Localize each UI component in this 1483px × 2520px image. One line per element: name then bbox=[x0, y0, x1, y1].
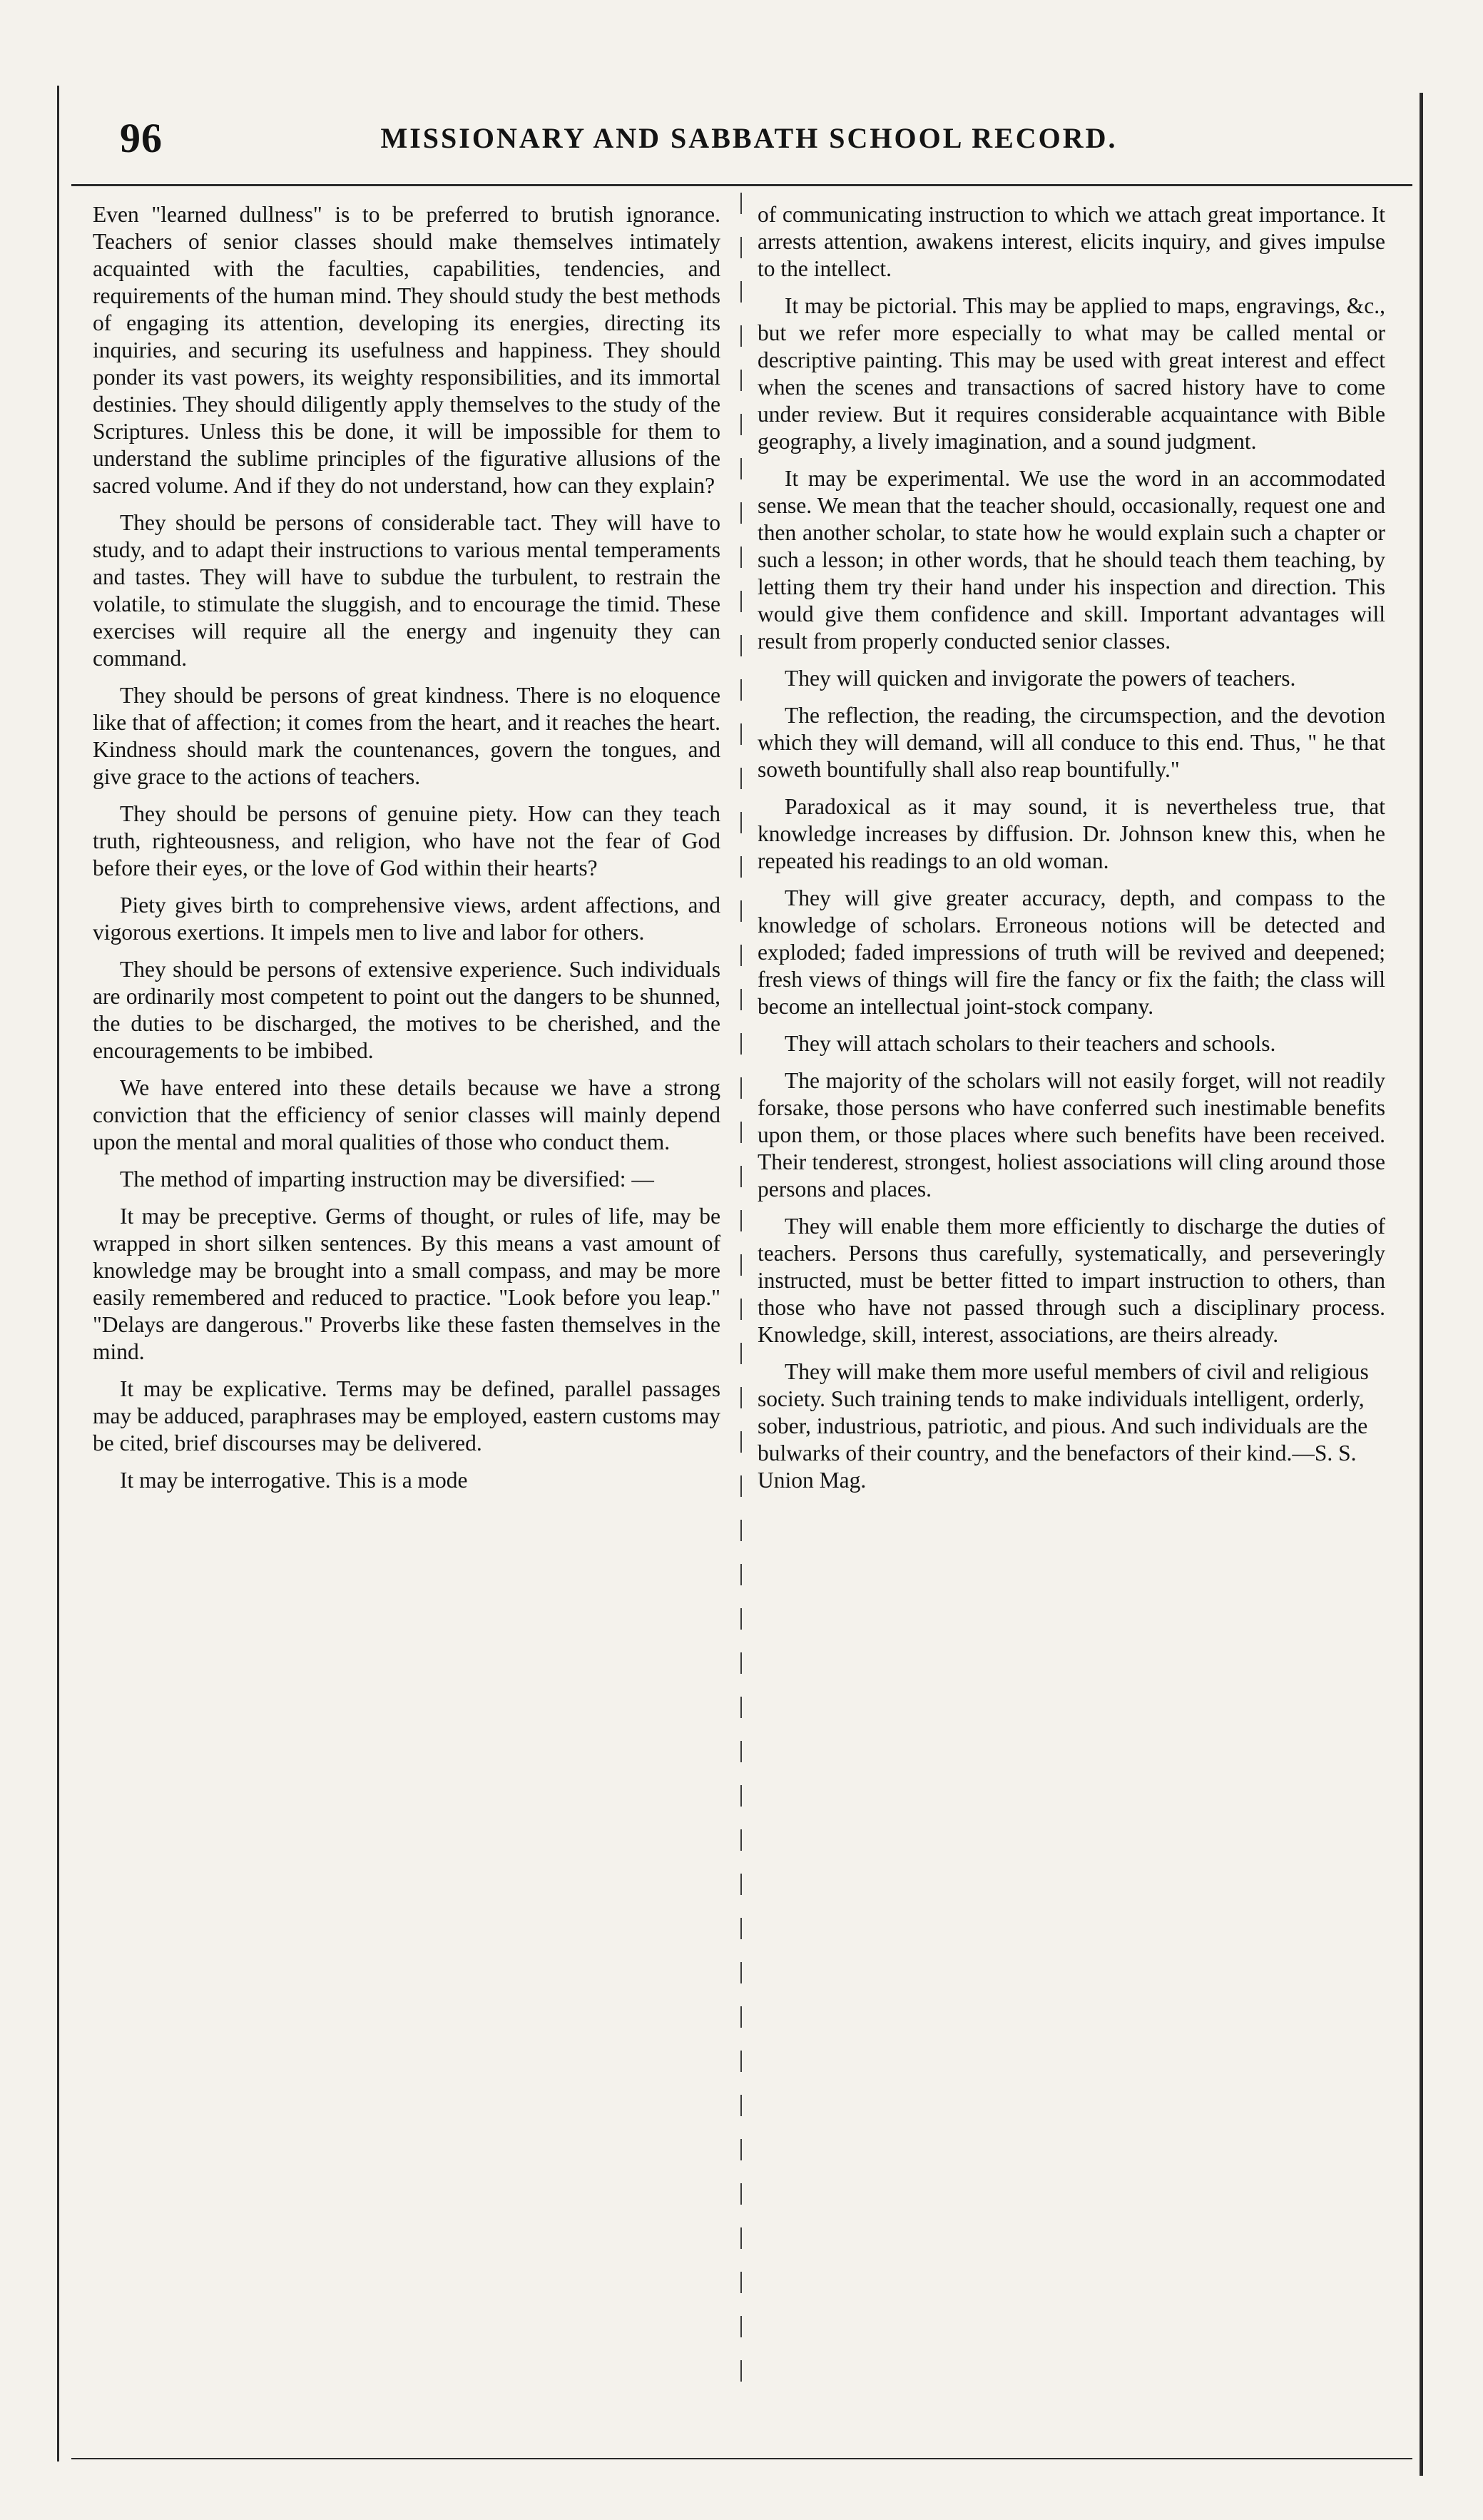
paragraph: They will make them more useful members of civil and religious society. Such training tends to make individuals intelligent, orderly, sober, industrious, patriotic, and pious. And such individuals are the bulwarks of their country, and the benefactors of their kind.—S. S. Union Mag. bbox=[758, 1359, 1369, 1493]
paragraph: of communicating instruction to which we attach great importance. It arrests attention, awakens interest, elicits inquiry, and gives impulse to the intellect. bbox=[758, 202, 1385, 281]
paragraph: They should be persons of extensive experience. Such individuals are ordinarily most competent to point out the dangers to be shunned, the duties to be discharged, the motives to be cherished, and the encouragements to be imbibed. bbox=[93, 957, 720, 1063]
paragraph: They will quicken and invigorate the powers of teachers. bbox=[785, 666, 1296, 691]
paragraph: The majority of the scholars will not easily forget, will not readily forsake, those persons who have conferred such inestimable benefits upon them, or those places where such benefits have been received. Their tenderest, strongest, holiest associations will cling around those persons and places. bbox=[758, 1068, 1385, 1201]
paragraph: It may be preceptive. Germs of thought, or rules of life, may be wrapped in short silken sentences. By this means a vast amount of knowledge may be brought into a small compass, and may be more easily remembered and reduced to practice. "Look before you leap." "Delays are dangerous." Proverbs like these fasten themselves in the mind. bbox=[93, 1204, 720, 1364]
header-rule bbox=[71, 184, 1412, 186]
paragraph: It may be pictorial. This may be applied to maps, engravings, &c., but we refer more especially to what may be called mental or descriptive painting. This may be used with great interest and effect when the scenes and transactions of sacred history have to come under review. But it requires considerable acquaintance with Bible geography, a lively imagination, and a sound judgment. bbox=[758, 293, 1385, 454]
right-border-rule bbox=[1420, 93, 1423, 2476]
paragraph: We have entered into these details because we have a strong conviction that the efficiency of senior classes will mainly depend upon the mental and moral qualities of those who conduct them. bbox=[93, 1075, 720, 1154]
footer-rule bbox=[71, 2458, 1412, 2459]
paragraph: They will give greater accuracy, depth, and compass to the knowledge of scholars. Erroneous notions will be detected and exploded; faded impressions of truth will be revived and deepened; fresh views of things will fire the fancy or fix the faith; the class will become an intellectual joint-stock company. bbox=[758, 885, 1385, 1019]
running-title: MISSIONARY AND SABBATH SCHOOL RECORD. bbox=[380, 122, 1118, 154]
column-divider bbox=[740, 193, 742, 2390]
page-header bbox=[107, 108, 1391, 173]
left-border-rule bbox=[57, 86, 59, 2461]
paragraph: They will enable them more efficiently to discharge the duties of teachers. Persons thus carefully, systematically, and perseveringly instructed, must be better fitted to impart instruction to others, than those who have not passed through such a disciplinary process. Knowledge, skill, interest, associations, are theirs already. bbox=[758, 1214, 1385, 1347]
paragraph: The method of imparting instruction may be diversified: — bbox=[120, 1167, 654, 1192]
paragraph: They should be persons of considerable tact. They will have to study, and to adapt their instructions to various mental temperaments and tastes. They will have to subdue the turbulent, to restrain the volatile, to stimulate the sluggish, and to encourage the timid. These exercises will require all the energy and ingenuity they can command. bbox=[93, 510, 720, 671]
left-column bbox=[93, 201, 720, 1504]
paragraph: It may be explicative. Terms may be defined, parallel passages may be adduced, paraphrases may be employed, eastern customs may be cited, brief discourses may be delivered. bbox=[93, 1376, 720, 1455]
paragraph: Even "learned dullness" is to be preferred to brutish ignorance. Teachers of senior classes should make themselves intimately acquainted with the faculties, capabilities, tendencies, and requirements of the human mind. They should study the best methods of engaging its attention, developing its energies, directing its inquiries, and securing its usefulness and happiness. They should ponder its vast powers, its weighty responsibilities, and its immortal destinies. They should diligently apply themselves to the study of the Scriptures. Unless this be done, it will be impossible for them to understand the sublime principles of the figurative allusions of the sacred volume. And if they do not understand, how can they explain? bbox=[93, 202, 720, 498]
paragraph: It may be experimental. We use the word in an accommodated sense. We mean that the teacher should, occasionally, request one and then another scholar, to state how he would explain such a chapter or such a lesson; in other words, that he should teach them teaching, by letting them try their hand under his inspection and direction. This would give them confidence and skill. Important advantages will result from properly conducted senior classes. bbox=[758, 466, 1385, 654]
paragraph: They will attach scholars to their teachers and schools. bbox=[785, 1031, 1276, 1056]
page-number: 96 bbox=[120, 115, 163, 161]
paragraph: It may be interrogative. This is a mode bbox=[120, 1468, 468, 1493]
paragraph: The reflection, the reading, the circumspection, and the devotion which they will demand, will all conduce to this end. Thus, " he that soweth bountifully shall also reap bountifully." bbox=[758, 703, 1385, 782]
paragraph: They should be persons of great kindness. There is no eloquence like that of affection; it comes from the heart, and it reaches the heart. Kindness should mark the countenances, govern the tongues, and give grace to the actions of teachers. bbox=[93, 683, 720, 789]
right-column bbox=[758, 201, 1385, 1504]
paragraph: They should be persons of genuine piety. How can they teach truth, righteousness, and religion, who have not the fear of God before their eyes, or the love of God within their hearts? bbox=[93, 801, 720, 880]
paragraph: Piety gives birth to comprehensive views, ardent affections, and vigorous exertions. It impels men to live and labor for others. bbox=[93, 893, 720, 945]
paragraph: Paradoxical as it may sound, it is nevertheless true, that knowledge increases by diffusion. Dr. Johnson knew this, when he repeated his readings to an old woman. bbox=[758, 794, 1385, 873]
